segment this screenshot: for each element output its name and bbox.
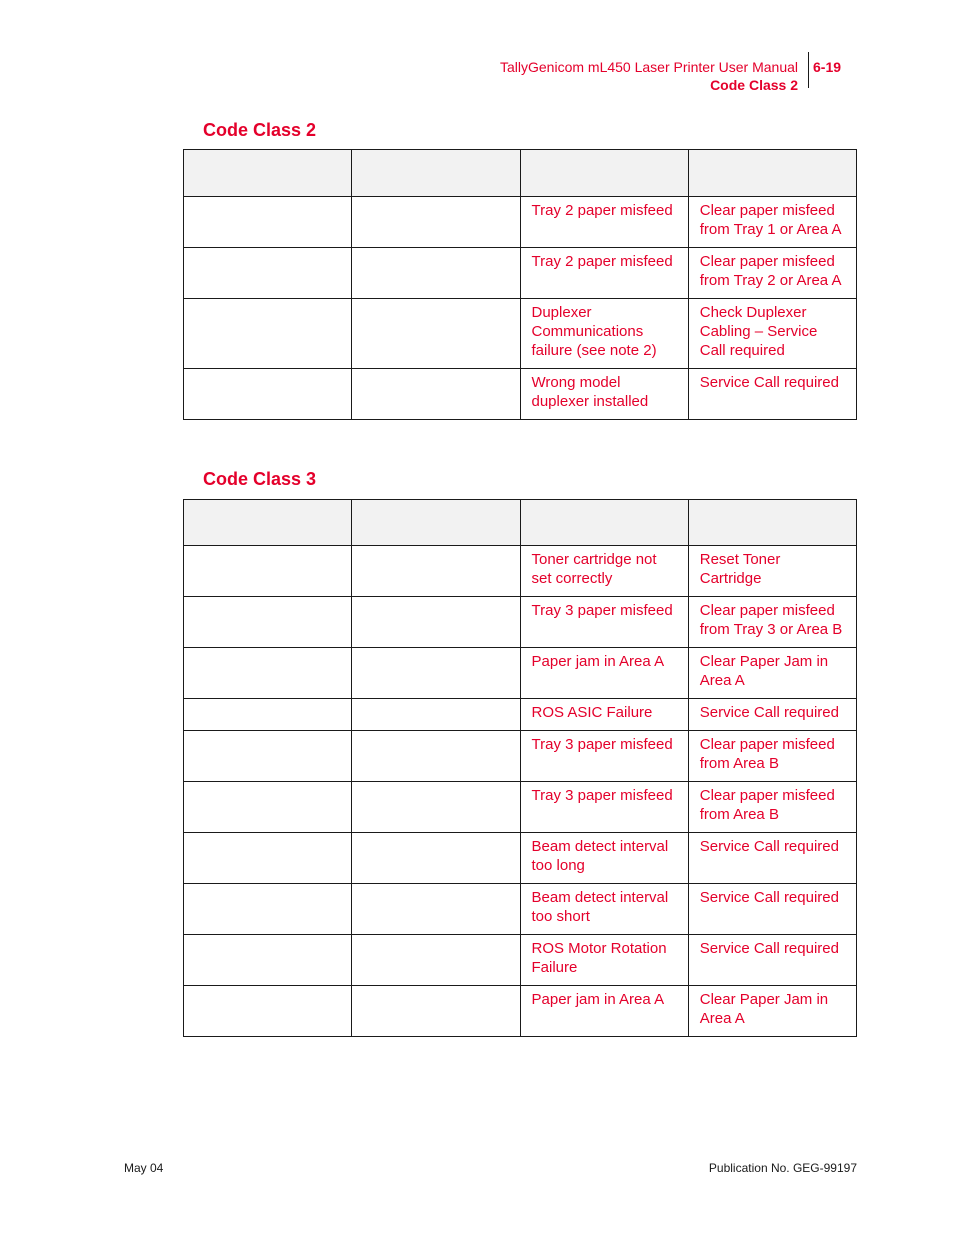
error-description-cell: Wrong model duplexer installed bbox=[520, 369, 688, 420]
column-header bbox=[688, 500, 856, 546]
table-row bbox=[184, 546, 857, 597]
footer-publication: Publication No. GEG-99197 bbox=[708, 1161, 857, 1175]
corrective-action-cell: Clear paper misfeed from Tray 2 or Area A bbox=[688, 248, 856, 299]
footer-date: May 04 bbox=[124, 1161, 164, 1175]
code-cell bbox=[352, 884, 520, 935]
error-description-cell: Toner cartridge not set correctly bbox=[520, 546, 688, 597]
corrective-action-cell: Clear Paper Jam in Area A bbox=[688, 648, 856, 699]
error-description-cell: Paper jam in Area A bbox=[520, 648, 688, 699]
code-cell bbox=[184, 648, 352, 699]
code-cell bbox=[184, 884, 352, 935]
header-section-name: Code Class 2 bbox=[710, 77, 798, 93]
table-row bbox=[184, 197, 857, 248]
code-cell bbox=[184, 197, 352, 248]
corrective-action-cell: Service Call required bbox=[688, 833, 856, 884]
corrective-action-cell: Clear paper misfeed from Tray 3 or Area B bbox=[688, 597, 856, 648]
corrective-action-cell: Clear paper misfeed from Tray 1 or Area A bbox=[688, 197, 856, 248]
corrective-action-cell: Service Call required bbox=[688, 369, 856, 420]
error-description-cell: ROS Motor Rotation Failure bbox=[520, 935, 688, 986]
table-row bbox=[184, 648, 857, 699]
code-cell bbox=[352, 197, 520, 248]
column-header bbox=[352, 150, 520, 197]
code-cell bbox=[184, 299, 352, 369]
error-description-cell: Tray 3 paper misfeed bbox=[520, 731, 688, 782]
corrective-action-cell: Clear paper misfeed from Area B bbox=[688, 731, 856, 782]
column-header bbox=[184, 500, 352, 546]
table-body bbox=[184, 197, 857, 420]
code-cell bbox=[184, 597, 352, 648]
table-row bbox=[184, 369, 857, 420]
code-cell bbox=[352, 546, 520, 597]
corrective-action-cell: Reset Toner Cartridge bbox=[688, 546, 856, 597]
code-cell bbox=[352, 248, 520, 299]
table-row bbox=[184, 731, 857, 782]
corrective-action-cell: Clear Paper Jam in Area A bbox=[688, 986, 856, 1037]
code-cell bbox=[184, 369, 352, 420]
code-cell bbox=[184, 731, 352, 782]
error-description-cell: Tray 2 paper misfeed bbox=[520, 248, 688, 299]
table-row bbox=[184, 884, 857, 935]
corrective-action-cell: Check Duplexer Cabling – Service Call required bbox=[688, 299, 856, 369]
code-class-2-table bbox=[183, 149, 857, 420]
error-description-cell: Tray 3 paper misfeed bbox=[520, 782, 688, 833]
code-cell bbox=[184, 546, 352, 597]
table-row bbox=[184, 833, 857, 884]
code-cell bbox=[352, 782, 520, 833]
error-description-cell: Duplexer Communications failure (see note 2) bbox=[520, 299, 688, 369]
code-cell bbox=[352, 731, 520, 782]
page-number: 6-19 bbox=[813, 59, 842, 75]
code-cell bbox=[184, 248, 352, 299]
column-header bbox=[688, 150, 856, 197]
column-header bbox=[184, 150, 352, 197]
code-cell bbox=[184, 699, 352, 731]
error-description-cell: Paper jam in Area A bbox=[520, 986, 688, 1037]
corrective-action-cell: Service Call required bbox=[688, 884, 856, 935]
table-row bbox=[184, 597, 857, 648]
error-description-cell: Beam detect interval too long bbox=[520, 833, 688, 884]
code-cell bbox=[352, 935, 520, 986]
error-description-cell: Beam detect interval too short bbox=[520, 884, 688, 935]
table-row bbox=[184, 935, 857, 986]
code-cell bbox=[184, 782, 352, 833]
code-cell bbox=[184, 986, 352, 1037]
table-body bbox=[184, 546, 857, 1037]
table-row bbox=[184, 699, 857, 731]
corrective-action-cell: Service Call required bbox=[688, 935, 856, 986]
header-text bbox=[500, 58, 798, 94]
section-heading-code-class-3: Code Class 3 bbox=[203, 469, 317, 489]
table-row bbox=[184, 986, 857, 1037]
code-cell bbox=[352, 648, 520, 699]
section-heading-code-class-2: Code Class 2 bbox=[203, 120, 317, 140]
table-row bbox=[184, 782, 857, 833]
code-cell bbox=[352, 699, 520, 731]
code-cell bbox=[184, 833, 352, 884]
error-description-cell: Tray 3 paper misfeed bbox=[520, 597, 688, 648]
header-divider bbox=[808, 52, 809, 88]
code-cell bbox=[352, 986, 520, 1037]
column-header bbox=[352, 500, 520, 546]
error-description-cell: Tray 2 paper misfeed bbox=[520, 197, 688, 248]
corrective-action-cell: Clear paper misfeed from Area B bbox=[688, 782, 856, 833]
code-cell bbox=[352, 597, 520, 648]
error-description-cell: ROS ASIC Failure bbox=[520, 699, 688, 731]
code-cell bbox=[352, 369, 520, 420]
manual-title: TallyGenicom mL450 Laser Printer User Manual bbox=[499, 59, 798, 75]
table-row bbox=[184, 248, 857, 299]
table-row bbox=[184, 299, 857, 369]
corrective-action-cell: Service Call required bbox=[688, 699, 856, 731]
column-header bbox=[520, 150, 688, 197]
table-header-row bbox=[184, 500, 857, 546]
table-header-row bbox=[184, 150, 857, 197]
code-cell bbox=[184, 935, 352, 986]
code-cell bbox=[352, 833, 520, 884]
code-class-3-table bbox=[183, 499, 857, 1037]
code-cell bbox=[352, 299, 520, 369]
column-header bbox=[520, 500, 688, 546]
